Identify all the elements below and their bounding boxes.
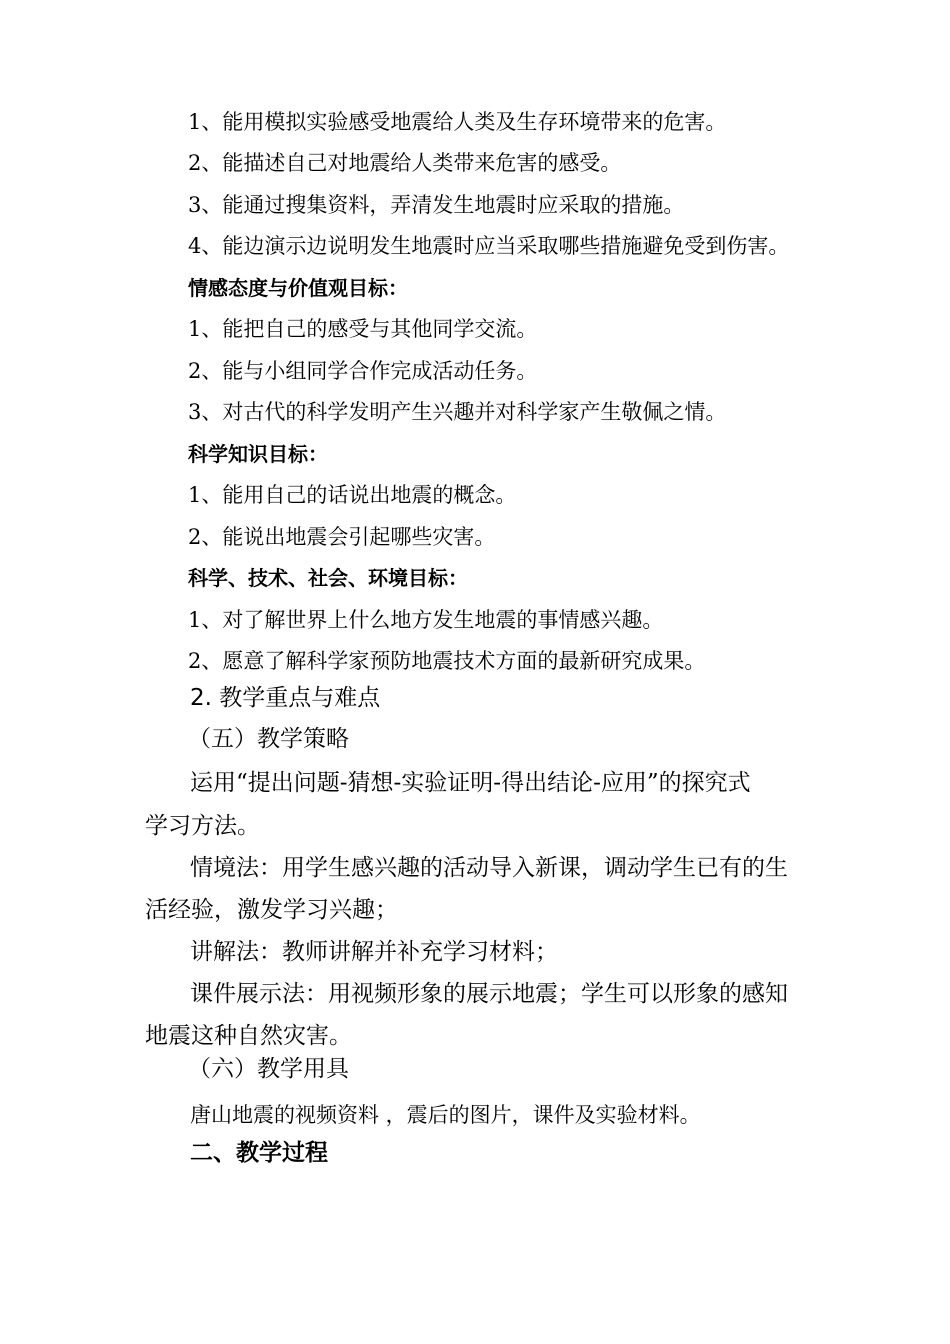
- sts-goal-item: 1、对了解世界上什么地方发生地震的事情感兴趣。: [188, 608, 664, 632]
- strategy-paragraph-line: 讲解法：教师讲解并补充学习材料；: [190, 939, 558, 965]
- strategy-paragraph-line: 课件展示法：用视频形象的展示地震；学生可以形象的感知: [190, 981, 788, 1007]
- key-points-heading: 2. 教学重点与难点: [190, 685, 381, 711]
- process-heading: 二、教学过程: [190, 1140, 328, 1166]
- process-goal-item: 2、能描述自己对地震给人类带来危害的感受。: [188, 151, 622, 175]
- strategy-paragraph-line: 学习方法。: [145, 813, 260, 839]
- tools-text: 唐山地震的视频资料 ，震后的图片，课件及实验材料。: [190, 1103, 701, 1127]
- strategy-paragraph-line: 情境法：用学生感兴趣的活动导入新课，调动学生已有的生: [190, 855, 788, 881]
- sts-goals-title: 科学、技术、社会、环境目标：: [188, 566, 468, 590]
- knowledge-goal-item: 1、能用自己的话说出地震的概念。: [188, 483, 517, 507]
- process-goal-item: 3、能通过搜集资料，弄清发生地震时应采取的措施。: [188, 193, 685, 217]
- tools-heading: （六）教学用具: [188, 1056, 349, 1082]
- strategy-paragraph-line: 活经验，激发学习兴趣；: [145, 897, 398, 923]
- emotion-goal-item: 3、对古代的科学发明产生兴趣并对科学家产生敬佩之情。: [188, 400, 727, 424]
- knowledge-goal-item: 2、能说出地震会引起哪些灾害。: [188, 525, 496, 549]
- emotion-goal-item: 2、能与小组同学合作完成活动任务。: [188, 359, 538, 383]
- process-goal-item: 4、能边演示边说明发生地震时应当采取哪些措施避免受到伤害。: [188, 234, 790, 258]
- process-goal-item: 1、能用模拟实验感受地震给人类及生存环境带来的危害。: [188, 110, 727, 134]
- knowledge-goals-title: 科学知识目标：: [188, 442, 328, 466]
- emotion-goal-item: 1、能把自己的感受与其他同学交流。: [188, 317, 538, 341]
- sts-goal-item: 2、愿意了解科学家预防地震技术方面的最新研究成果。: [188, 649, 706, 673]
- emotion-goals-title: 情感态度与价值观目标：: [188, 276, 408, 300]
- strategy-paragraph-line: 运用“提出问题-猜想-实验证明-得出结论-应用”的探究式: [190, 770, 751, 796]
- strategy-heading: （五）教学策略: [188, 726, 349, 752]
- strategy-paragraph-line: 地震这种自然灾害。: [145, 1023, 352, 1049]
